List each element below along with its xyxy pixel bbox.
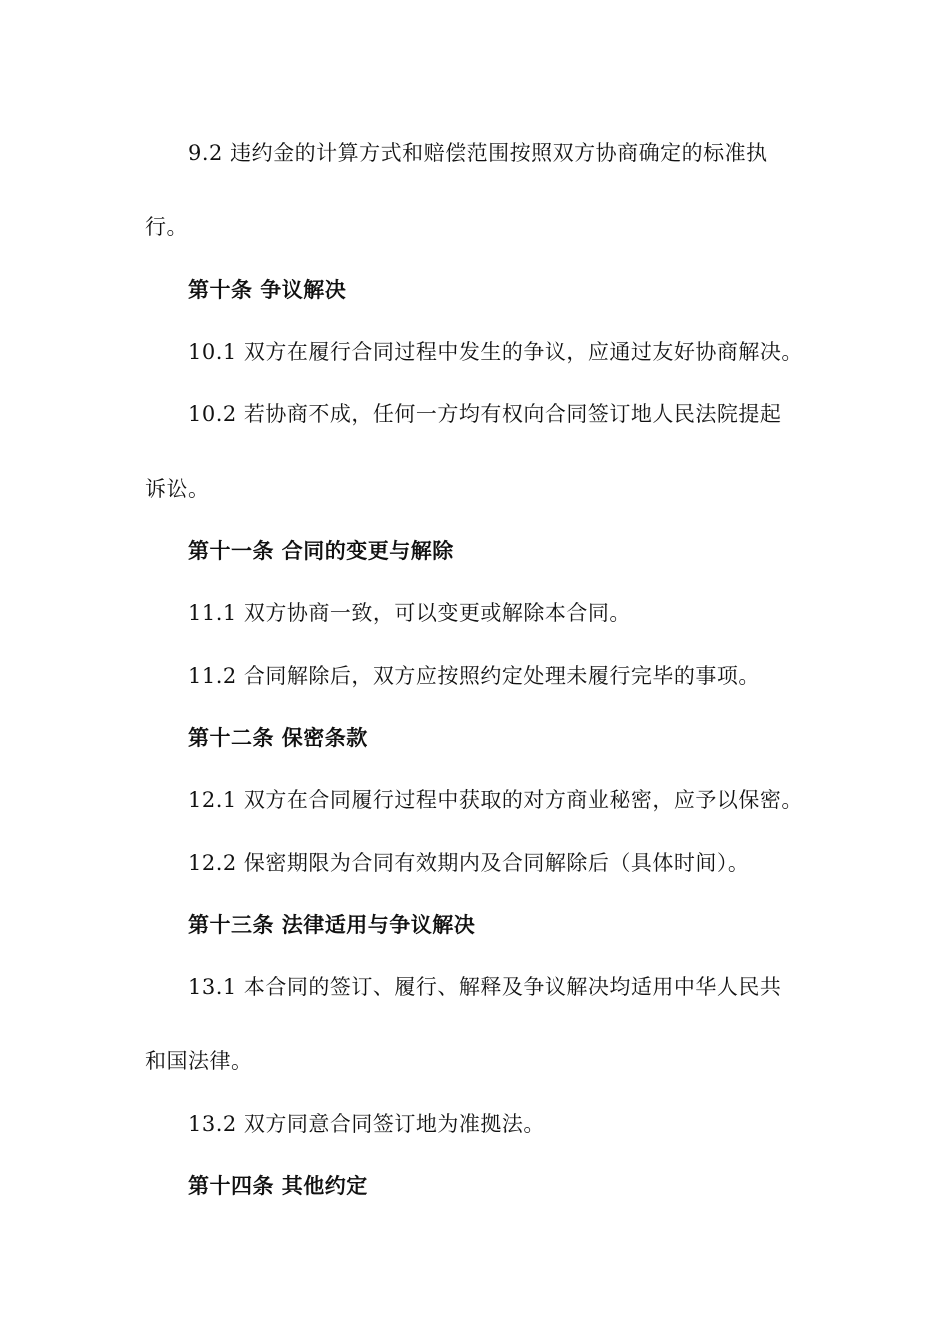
article-14-heading: 第十四条 其他约定 xyxy=(188,1174,368,1198)
clause-13-1-line-2: 和国法律。 xyxy=(145,1049,253,1073)
clause-12-2: 12.2 保密期限为合同有效期内及合同解除后（具体时间）。 xyxy=(188,851,750,875)
clause-9-2-line-1: 9.2 违约金的计算方式和赔偿范围按照双方协商确定的标准执 xyxy=(188,141,768,165)
article-11-heading: 第十一条 合同的变更与解除 xyxy=(188,539,454,563)
clause-13-1-line-1: 13.1 本合同的签订、履行、解释及争议解决均适用中华人民共 xyxy=(188,975,782,999)
clause-10-1: 10.1 双方在履行合同过程中发生的争议，应通过友好协商解决。 xyxy=(188,340,803,364)
clause-11-1: 11.1 双方协商一致，可以变更或解除本合同。 xyxy=(188,601,631,625)
clause-12-1: 12.1 双方在合同履行过程中获取的对方商业秘密，应予以保密。 xyxy=(188,788,803,812)
clause-9-2-line-2: 行。 xyxy=(145,215,188,239)
article-10-heading: 第十条 争议解决 xyxy=(188,278,347,302)
clause-11-2: 11.2 合同解除后，双方应按照约定处理未履行完毕的事项。 xyxy=(188,664,760,688)
article-13-heading: 第十三条 法律适用与争议解决 xyxy=(188,913,476,937)
clause-10-2-line-1: 10.2 若协商不成，任何一方均有权向合同签订地人民法院提起 xyxy=(188,402,782,426)
clause-13-2: 13.2 双方同意合同签订地为准拠法。 xyxy=(188,1112,545,1136)
article-12-heading: 第十二条 保密条款 xyxy=(188,726,368,750)
clause-10-2-line-2: 诉讼。 xyxy=(145,477,210,501)
